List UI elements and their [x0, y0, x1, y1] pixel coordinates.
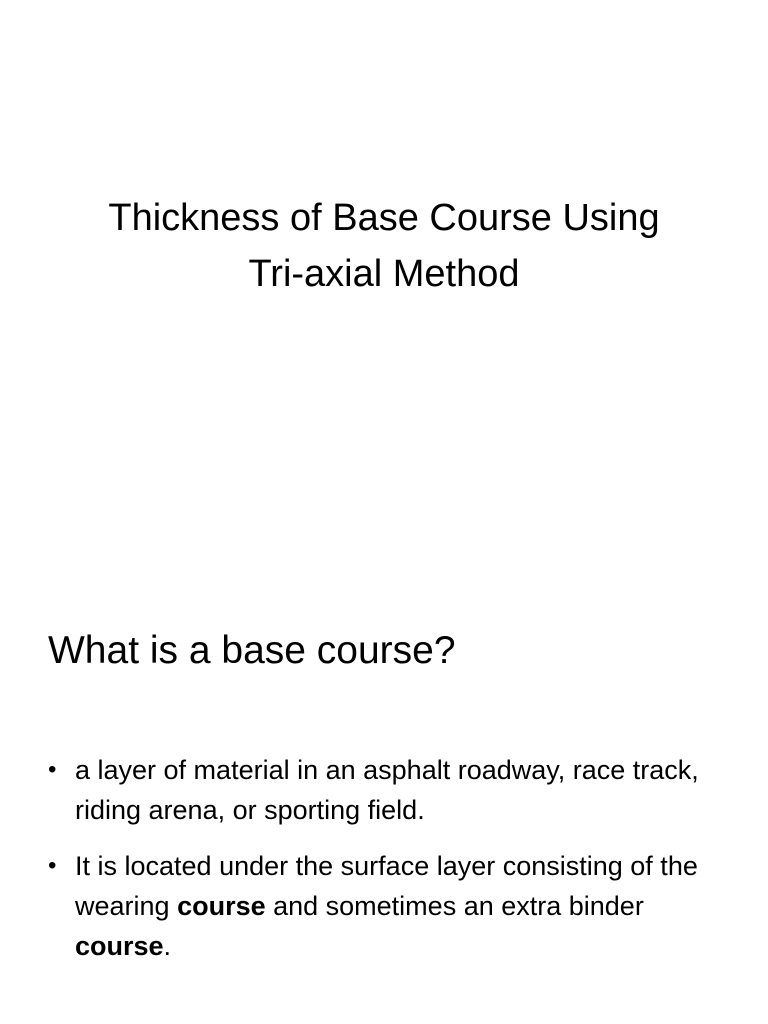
bullet-text-part-1: It is located under the surface layer consisting of the wearing — [75, 851, 698, 921]
bullet-bold-term-2: course — [75, 931, 164, 961]
presentation-title — [40, 190, 728, 302]
bullet-text: a layer of material in an asphalt roadway, race track, riding arena, or sporting field. — [75, 755, 699, 825]
presentation-title-line-2: Tri-axial Method — [248, 253, 520, 295]
bullet-marker: • — [48, 852, 57, 879]
bullet-item-definition — [48, 750, 728, 830]
presentation-title-line-1: Thickness of Base Course Using — [108, 197, 660, 239]
bullet-list — [48, 750, 728, 982]
bullet-bold-term-1: course — [177, 891, 266, 921]
slide-heading: What is a base course? — [48, 629, 456, 672]
bullet-marker: • — [48, 756, 57, 783]
bullet-item-location — [48, 846, 728, 966]
bullet-text-part-3: . — [163, 931, 172, 961]
bullet-text-part-2: and sometimes an extra binder — [265, 891, 644, 921]
content-slide — [0, 576, 768, 1024]
